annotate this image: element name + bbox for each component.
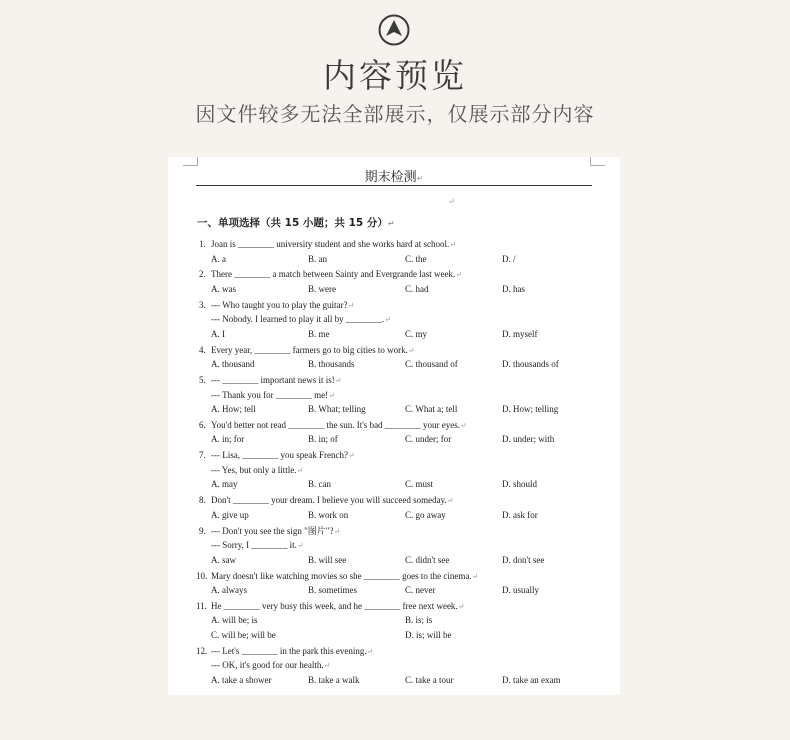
- option: C. will be; will be: [211, 629, 276, 640]
- option: C. didn't see: [405, 554, 450, 565]
- option-row: [199, 252, 609, 267]
- option: B. were: [308, 283, 336, 294]
- option-row: [199, 628, 609, 643]
- option: C. under; for: [405, 434, 452, 445]
- question-text: --- Who taught you to play the guitar?: [211, 299, 348, 310]
- option: B. me: [308, 328, 330, 339]
- question-number: 2.: [199, 269, 206, 280]
- option-row: [199, 553, 609, 568]
- question-item: [199, 418, 609, 447]
- document-preview: [168, 157, 620, 695]
- option-row: [199, 508, 609, 523]
- paragraph-mark: ↵: [448, 197, 455, 206]
- option: D. has: [502, 283, 525, 294]
- question-text: --- ________ important news it is!: [211, 375, 335, 386]
- question-line: 11. He ________ very busy this week, and he ________ free next week.↵: [199, 599, 609, 614]
- question-number: 11.: [196, 600, 207, 611]
- question-list: [196, 237, 609, 689]
- question-text: --- Don't you see the sign "图片"?: [211, 525, 334, 536]
- question-line: 2. There ________ a match between Sainty and Evergrande last week.↵: [199, 267, 609, 282]
- question-text: He ________ very busy this week, and he ________ free next week.: [211, 600, 458, 611]
- question-text: Mary doesn't like watching movies so she ________ goes to the cinema.: [211, 570, 472, 581]
- option: A. saw: [211, 554, 236, 565]
- question-item: [199, 448, 609, 492]
- question-item: [199, 493, 609, 522]
- option: B. What; telling: [308, 404, 366, 415]
- question-number: 10.: [196, 570, 208, 581]
- option: C. had: [405, 283, 429, 294]
- question-text: --- Sorry, I ________ it.: [211, 540, 297, 551]
- option-row: [199, 583, 609, 598]
- option: A. may: [211, 479, 238, 490]
- question-item: [199, 267, 609, 296]
- question-item: [196, 599, 609, 643]
- option: B. will see: [308, 554, 347, 565]
- option: A. was: [211, 283, 236, 294]
- question-text: Don't ________ your dream. I believe you will succeed someday.: [211, 495, 447, 506]
- question-number: 5.: [199, 375, 206, 386]
- option: A. always: [211, 585, 247, 596]
- option: A. thousand: [211, 359, 255, 370]
- option: A. take a shower: [211, 674, 272, 685]
- option: D. is; will be: [405, 629, 452, 640]
- option: B. work on: [308, 509, 349, 520]
- option: C. the: [405, 253, 427, 264]
- option: D. should: [502, 479, 538, 490]
- question-text: --- Let's ________ in the park this evening.: [211, 645, 367, 656]
- option: D. don't see: [502, 554, 545, 565]
- question-text: --- Yes, but only a little.: [211, 464, 297, 475]
- option: D. myself: [502, 328, 538, 339]
- question-text: --- Nobody. I learned to play it all by ________.: [211, 314, 385, 325]
- option: A. How; tell: [211, 404, 256, 415]
- option-row: [199, 357, 609, 372]
- option: C. must: [405, 479, 434, 490]
- page-subtitle: 因文件较多无法全部展示，仅展示部分内容: [195, 102, 595, 126]
- page-corner-right: [590, 157, 605, 166]
- question-line: 1. Joan is ________ university student and she works hard at school.↵: [199, 237, 609, 252]
- option: D. under; with: [502, 434, 555, 445]
- option: D. usually: [502, 585, 539, 596]
- question-item: [199, 298, 609, 342]
- option: C. go away: [405, 509, 446, 520]
- question-number: 12.: [196, 645, 208, 656]
- question-number: 3.: [199, 299, 206, 310]
- question-text: Joan is ________ university student and she works hard at school.: [211, 239, 450, 249]
- option-row: [199, 477, 609, 492]
- question-line: 7. --- Lisa, ________ you speak French?↵: [199, 448, 609, 463]
- option: D. take an exam: [502, 674, 561, 685]
- option: B. is; is: [405, 615, 433, 626]
- option-row: [199, 613, 609, 628]
- option-row: [199, 673, 609, 688]
- option: B. thousands: [308, 359, 355, 370]
- question-number: 6.: [199, 419, 206, 430]
- question-line: --- Yes, but only a little.↵: [211, 464, 304, 475]
- question-number: 4.: [199, 344, 206, 355]
- question-number: 1.: [199, 239, 206, 249]
- question-number: 8.: [199, 495, 206, 506]
- question-text: There ________ a match between Sainty and Evergrande last week.: [211, 269, 456, 280]
- arrow-up-circle-icon: [378, 14, 410, 46]
- question-item: [199, 524, 609, 568]
- title-rule: [196, 185, 592, 186]
- document-title: 期末检测↵: [364, 170, 424, 185]
- option: B. in; of: [308, 434, 338, 445]
- question-line: 9. --- Don't you see the sign "图片"?↵: [199, 524, 609, 539]
- question-line: 4. Every year, ________ farmers go to big cities to work.↵: [199, 343, 609, 358]
- option: C. thousand of: [405, 359, 458, 370]
- question-item: [199, 237, 609, 266]
- option: A. will be; is: [211, 615, 258, 626]
- option: C. What a; tell: [405, 404, 458, 415]
- question-line: 6. You'd better not read ________ the sun. It's bad ________ your eyes.↵: [199, 418, 609, 433]
- question-item: [199, 343, 609, 372]
- option: A. give up: [211, 509, 249, 520]
- section-heading: 一、单项选择（共 15 小题；共 15 分）↵: [197, 217, 395, 229]
- option: B. sometimes: [308, 585, 357, 596]
- question-line: --- Thank you for ________ me!↵: [211, 389, 335, 400]
- question-text: --- OK, it's good for our health.: [211, 660, 324, 671]
- option: A. a: [211, 253, 226, 264]
- question-line: 10. Mary doesn't like watching movies so she ________ goes to the cinema.↵: [199, 569, 609, 584]
- page-corner-left: [183, 157, 198, 166]
- question-text: You'd better not read ________ the sun. It's bad ________ your eyes.: [211, 419, 461, 430]
- question-number: 9.: [199, 525, 206, 536]
- option-row: [199, 282, 609, 297]
- option-row: [199, 402, 609, 417]
- option: B. take a walk: [308, 674, 360, 685]
- option: B. can: [308, 479, 331, 490]
- option: D. thousands of: [502, 359, 559, 370]
- question-line: --- Nobody. I learned to play it all by ________.↵: [211, 314, 391, 325]
- option-row: [199, 327, 609, 342]
- question-line: 8. Don't ________ your dream. I believe you will succeed someday.↵: [199, 493, 609, 508]
- question-text: --- Lisa, ________ you speak French?: [211, 450, 348, 461]
- question-line: --- Sorry, I ________ it.↵: [211, 540, 304, 551]
- question-text: --- Thank you for ________ me!: [211, 389, 329, 400]
- question-line: 5. --- ________ important news it is!↵: [199, 373, 609, 388]
- option: D. ask for: [502, 509, 538, 520]
- option: A. I: [211, 328, 225, 339]
- page-title: 内容预览: [323, 56, 467, 95]
- option: D. How; telling: [502, 404, 559, 415]
- question-item: [199, 373, 609, 417]
- question-number: 7.: [199, 450, 206, 461]
- option-row: [199, 432, 609, 447]
- option: C. never: [405, 585, 436, 596]
- question-text: Every year, ________ farmers go to big cities to work.: [211, 344, 408, 355]
- option: D. /: [502, 253, 516, 264]
- option: B. an: [308, 253, 327, 264]
- question-item: [196, 569, 609, 598]
- question-line: 3. --- Who taught you to play the guitar?↵: [199, 298, 609, 313]
- question-item: [196, 644, 609, 688]
- option: C. my: [405, 328, 428, 339]
- question-line: --- OK, it's good for our health.↵: [211, 660, 331, 671]
- option: A. in; for: [211, 434, 245, 445]
- question-line: 12. --- Let's ________ in the park this evening.↵: [199, 644, 609, 659]
- option: C. take a tour: [405, 674, 454, 685]
